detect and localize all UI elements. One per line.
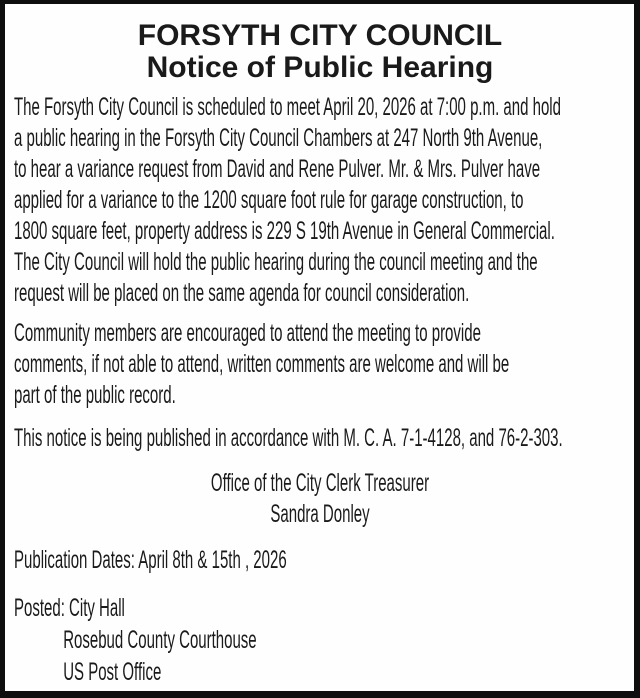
notice-line: 1800 square feet, property address is 229 S 19th Avenue in General Commercial. bbox=[14, 217, 555, 245]
page-title-organization: FORSYTH CITY COUNCIL bbox=[137, 19, 503, 52]
notice-line: to hear a variance request from David and Rene Pulver. Mr. & Mrs. Pulver have bbox=[14, 155, 541, 183]
notice-line: a public hearing in the Forsyth City Council Chambers at 247 North 9th Avenue, bbox=[14, 124, 543, 152]
paragraph-community-comments bbox=[14, 318, 626, 411]
notice-line: The Forsyth City Council is scheduled to meet April 20, 2026 at 7:00 p.m. and hold bbox=[14, 93, 561, 121]
notice-line: This notice is being published in accordance with M. C. A. 7-1-4128, and 76-2-303. bbox=[14, 424, 563, 452]
posted-locations bbox=[14, 592, 626, 688]
notice-line: request will be placed on the same agenda for council consideration. bbox=[14, 279, 470, 307]
notice-line: The City Council will hold the public hearing during the council meeting and the bbox=[14, 248, 538, 276]
notice-line: applied for a variance to the 1200 square foot rule for garage construction, to bbox=[14, 186, 524, 214]
notice-body bbox=[14, 92, 626, 688]
page-title-notice-type: Notice of Public Hearing bbox=[146, 51, 494, 84]
signature-office: Office of the City Clerk Treasurer bbox=[210, 469, 430, 497]
paragraph-legal-reference bbox=[14, 423, 626, 454]
notice-line: part of the public record. bbox=[14, 381, 176, 409]
posted-location-city-hall: Posted: City Hall bbox=[14, 594, 125, 622]
paragraph-meeting-details bbox=[14, 92, 626, 309]
posted-location-post-office: US Post Office bbox=[63, 658, 162, 686]
signature-name: Sandra Donley bbox=[270, 500, 370, 528]
notice-line: Publication Dates: April 8th & 15th , 2026 bbox=[14, 546, 287, 574]
publication-dates bbox=[14, 545, 626, 576]
notice-line: Community members are encouraged to attend the meeting to provide bbox=[14, 319, 481, 347]
signature-block bbox=[14, 468, 626, 530]
notice-header bbox=[14, 20, 626, 84]
notice-line: comments, if not able to attend, written comments are welcome and will be bbox=[14, 350, 510, 378]
posted-location-courthouse: Rosebud County Courthouse bbox=[63, 626, 257, 654]
